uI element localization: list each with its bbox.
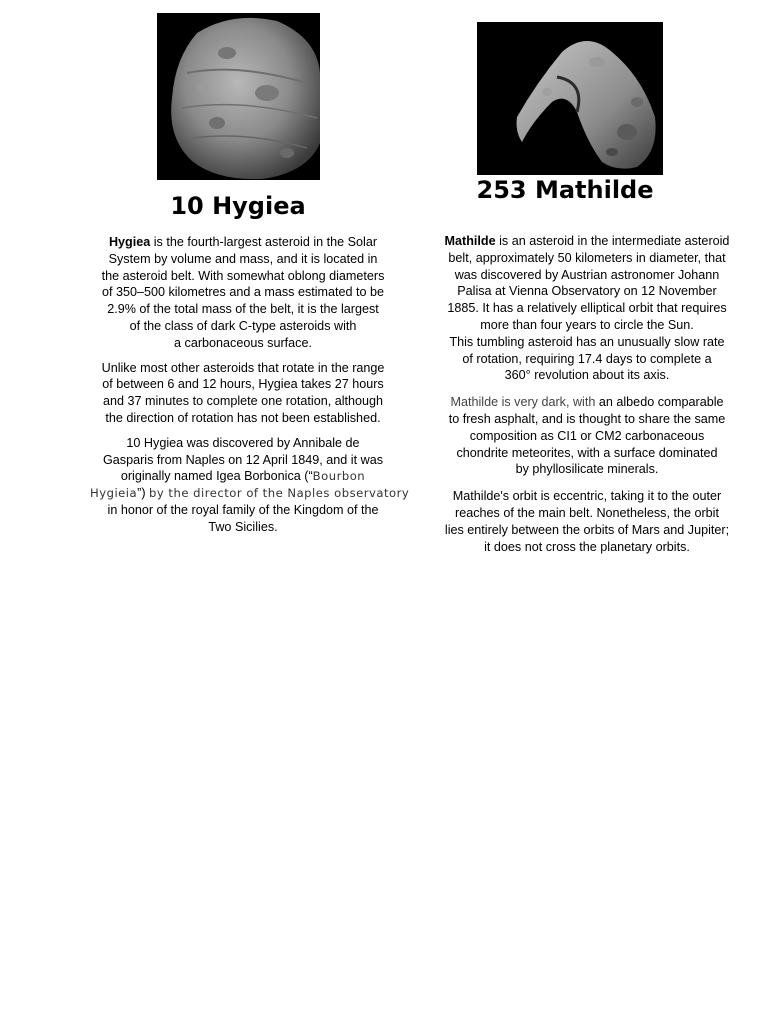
text-line: Gasparis from Naples on 12 April 1849, and it was: [102, 452, 383, 467]
text-line: the asteroid belt. With somewhat oblong diameters: [101, 268, 385, 283]
text-line: Palisa at Vienna Observatory on 12 November: [457, 284, 717, 299]
text-line: 10 Hygiea was discovered by Annibale de: [126, 435, 360, 450]
mathilde-text-column: [434, 233, 740, 555]
hygiea-paragraph-3: [90, 435, 410, 536]
hygiea-title: 10 Hygiea: [170, 192, 306, 220]
hygiea-paragraph-1: [90, 234, 396, 352]
text-line: Mathilde is very dark, with: [450, 395, 596, 410]
mathilde-title: 253 Mathilde: [476, 176, 654, 204]
text-line: is an asteroid in the intermediate asteroid: [495, 234, 730, 248]
text-line: of between 6 and 12 hours, Hygiea takes 27 hours: [102, 377, 384, 392]
text-line: the direction of rotation has not been established.: [105, 410, 381, 425]
text-line: reaches of the main belt. Nonetheless, the orbit: [455, 505, 719, 520]
text-line: ”): [137, 486, 150, 501]
text-line: 1885. It has a relatively elliptical orbit that requires: [447, 301, 727, 316]
text-line: Unlike most other asteroids that rotate in the range: [101, 360, 385, 375]
text-line: and 37 minutes to complete one rotation, although: [102, 394, 384, 409]
hygiea-photo: [157, 13, 320, 180]
mathilde-paragraph-3: [434, 488, 740, 555]
text-line: 2.9% of the total mass of the belt, it is the largest: [107, 302, 379, 317]
text-line: of 350–500 kilometres and a mass estimated to be: [101, 285, 385, 300]
text-line: Bourbon: [312, 469, 366, 484]
text-line: an albedo comparable: [595, 395, 724, 410]
text-line: Two Sicilies.: [208, 519, 278, 534]
mathilde-paragraph-2: [434, 394, 740, 478]
text-line: is the fourth-largest asteroid in the Solar: [150, 235, 378, 249]
text-line: 360° revolution about its axis.: [504, 368, 670, 383]
text-line: a carbonaceous surface.: [174, 335, 312, 350]
hygiea-text-column: [90, 234, 410, 536]
text-line: it does not cross the planetary orbits.: [484, 539, 690, 554]
text-line: composition as CI1 or CM2 carbonaceous: [469, 428, 705, 443]
mathilde-photo: [477, 22, 663, 175]
text-line: of rotation, requiring 17.4 days to complete a: [462, 351, 712, 366]
text-line: System by volume and mass, and it is located in: [108, 251, 378, 266]
text-line: to fresh asphalt, and is thought to share the same: [448, 411, 726, 426]
text-line: Mathilde's orbit is eccentric, taking it to the outer: [452, 489, 722, 504]
text-line: belt, approximately 50 kilometers in diameter, that: [448, 250, 726, 265]
mathilde-bold-name: Mathilde: [444, 234, 496, 248]
mathilde-asteroid-image: [477, 22, 663, 175]
hygiea-paragraph-2: [90, 360, 396, 427]
hygiea-asteroid-image: [157, 13, 320, 180]
text-line: in honor of the royal family of the Kingdom of the: [107, 502, 379, 517]
text-line: lies entirely between the orbits of Mars and Jupiter;: [444, 522, 730, 537]
text-line: This tumbling asteroid has an unusually slow rate: [449, 334, 725, 349]
text-line: by phyllosilicate minerals.: [515, 462, 659, 477]
text-line: more than four years to circle the Sun.: [480, 317, 694, 332]
text-line: by the director of the Naples observatory: [149, 486, 410, 501]
text-line: originally named Igea Borbonica (“: [120, 469, 313, 484]
text-line: of the class of dark C-type asteroids with: [129, 318, 357, 333]
hygiea-bold-name: Hygiea: [108, 235, 151, 249]
text-line: chondrite meteorites, with a surface dominated: [456, 445, 718, 460]
text-line: Hygieia: [90, 486, 138, 501]
text-line: was discovered by Austrian astronomer Johann: [454, 267, 720, 282]
mathilde-paragraph-1: [434, 233, 740, 384]
